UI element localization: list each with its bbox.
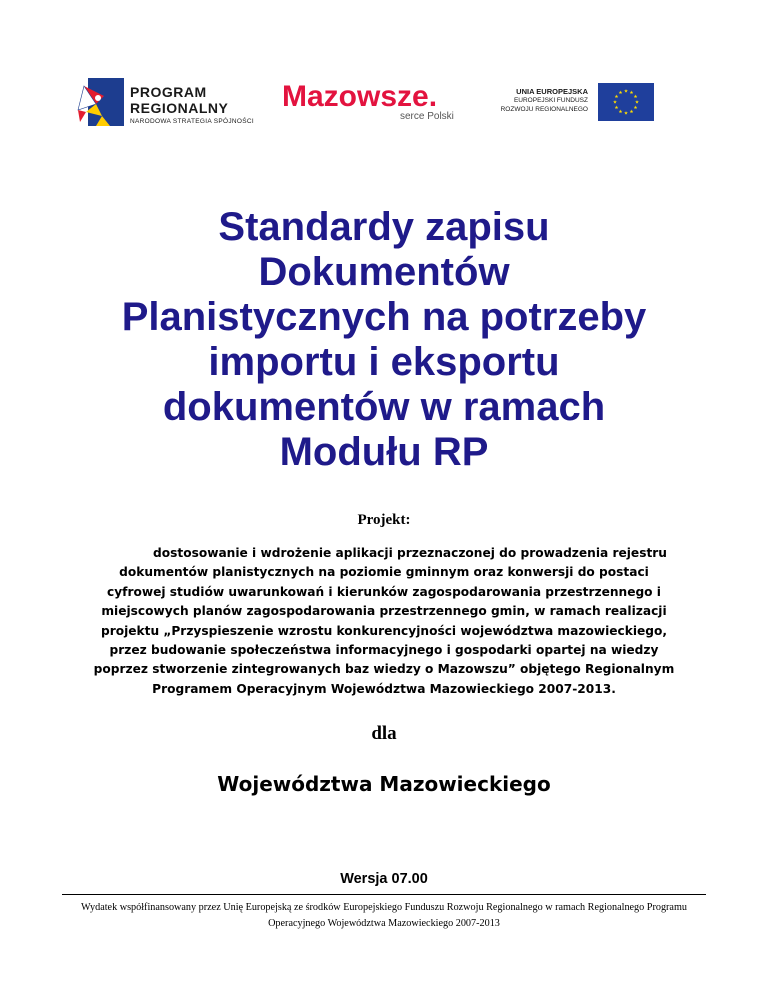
document-title xyxy=(40,205,728,475)
description-line: przez budowanie społeczeństwa informacyjnego i gospodarki opartej na wiedzy xyxy=(109,643,659,658)
description-line: cyfrowej studiów uwarunkowań i kierunków zagospodarowania przestrzennego i xyxy=(107,584,661,599)
title-line: Dokumentów xyxy=(258,250,510,294)
description-line: poprzez stworzenie zintegrowanych baz wiedzy o Mazowszu” objętego Regionalnym xyxy=(93,662,675,677)
recipient-name: Województwa Mazowieckiego xyxy=(217,772,551,796)
mazowsze-logo xyxy=(282,80,468,126)
title-line: dokumentów w ramach xyxy=(162,385,606,429)
project-label: Projekt: xyxy=(357,512,411,528)
description-line: projektu „Przyspieszenie wzrostu konkurencyjności województwa mazowieckiego, xyxy=(100,623,668,638)
mazowsze-tagline: serce Polski xyxy=(400,111,454,122)
description-line xyxy=(62,544,706,563)
program-regionalny-text xyxy=(130,84,254,128)
footer-note xyxy=(50,900,718,932)
project-description xyxy=(62,544,706,699)
eu-line1: UNIA EUROPEJSKA xyxy=(516,87,588,96)
description-line-text: dostosowanie i wdrożenie aplikacji przeznaczonej do prowadzenia rejestru xyxy=(153,546,667,560)
eu-line3: ROZWOJU REGIONALNEGO xyxy=(500,105,588,113)
title-line: Modułu RP xyxy=(279,430,489,474)
program-regionalny-emblem-icon xyxy=(74,76,126,132)
title-line: Planistycznych na potrzeby xyxy=(121,295,647,339)
footer-line: Wydatek współfinansowany przez Unię Europejską ze środków Europejskiego Funduszu Rozwoju Regionalnego w ramach Regionalnego Programu xyxy=(81,902,687,913)
program-regionalny-line1: PROGRAM xyxy=(130,84,207,100)
version-label: Wersja 07.00 xyxy=(340,871,428,887)
program-regionalny-line2: REGIONALNY xyxy=(130,100,229,116)
footer-divider xyxy=(62,894,706,895)
program-regionalny-line3: NARODOWA STRATEGIA SPÓJNOŚCI xyxy=(130,118,254,125)
eu-line2: EUROPEJSKI FUNDUSZ xyxy=(513,97,588,104)
eu-logo xyxy=(494,83,654,123)
description-line: miejscowych planów zagospodarowania przestrzennego gmin, w ramach realizacji xyxy=(101,604,667,619)
footer-line: Operacyjnego Województwa Mazowieckiego 2007-2013 xyxy=(268,918,500,929)
description-line: dokumentów planistycznych na poziomie gminnym oraz konwersji do postaci xyxy=(119,565,649,580)
title-line: Standardy zapisu xyxy=(218,205,550,249)
program-regionalny-logo xyxy=(74,76,264,132)
for-label: dla xyxy=(371,723,397,744)
eu-flag-icon xyxy=(598,83,654,121)
description-line: Programem Operacyjnym Województwa Mazowieckiego 2007-2013. xyxy=(152,681,616,696)
eu-text xyxy=(501,87,588,114)
mazowsze-wordmark: Mazowsze. xyxy=(282,80,438,113)
title-line: importu i eksportu xyxy=(208,340,560,384)
